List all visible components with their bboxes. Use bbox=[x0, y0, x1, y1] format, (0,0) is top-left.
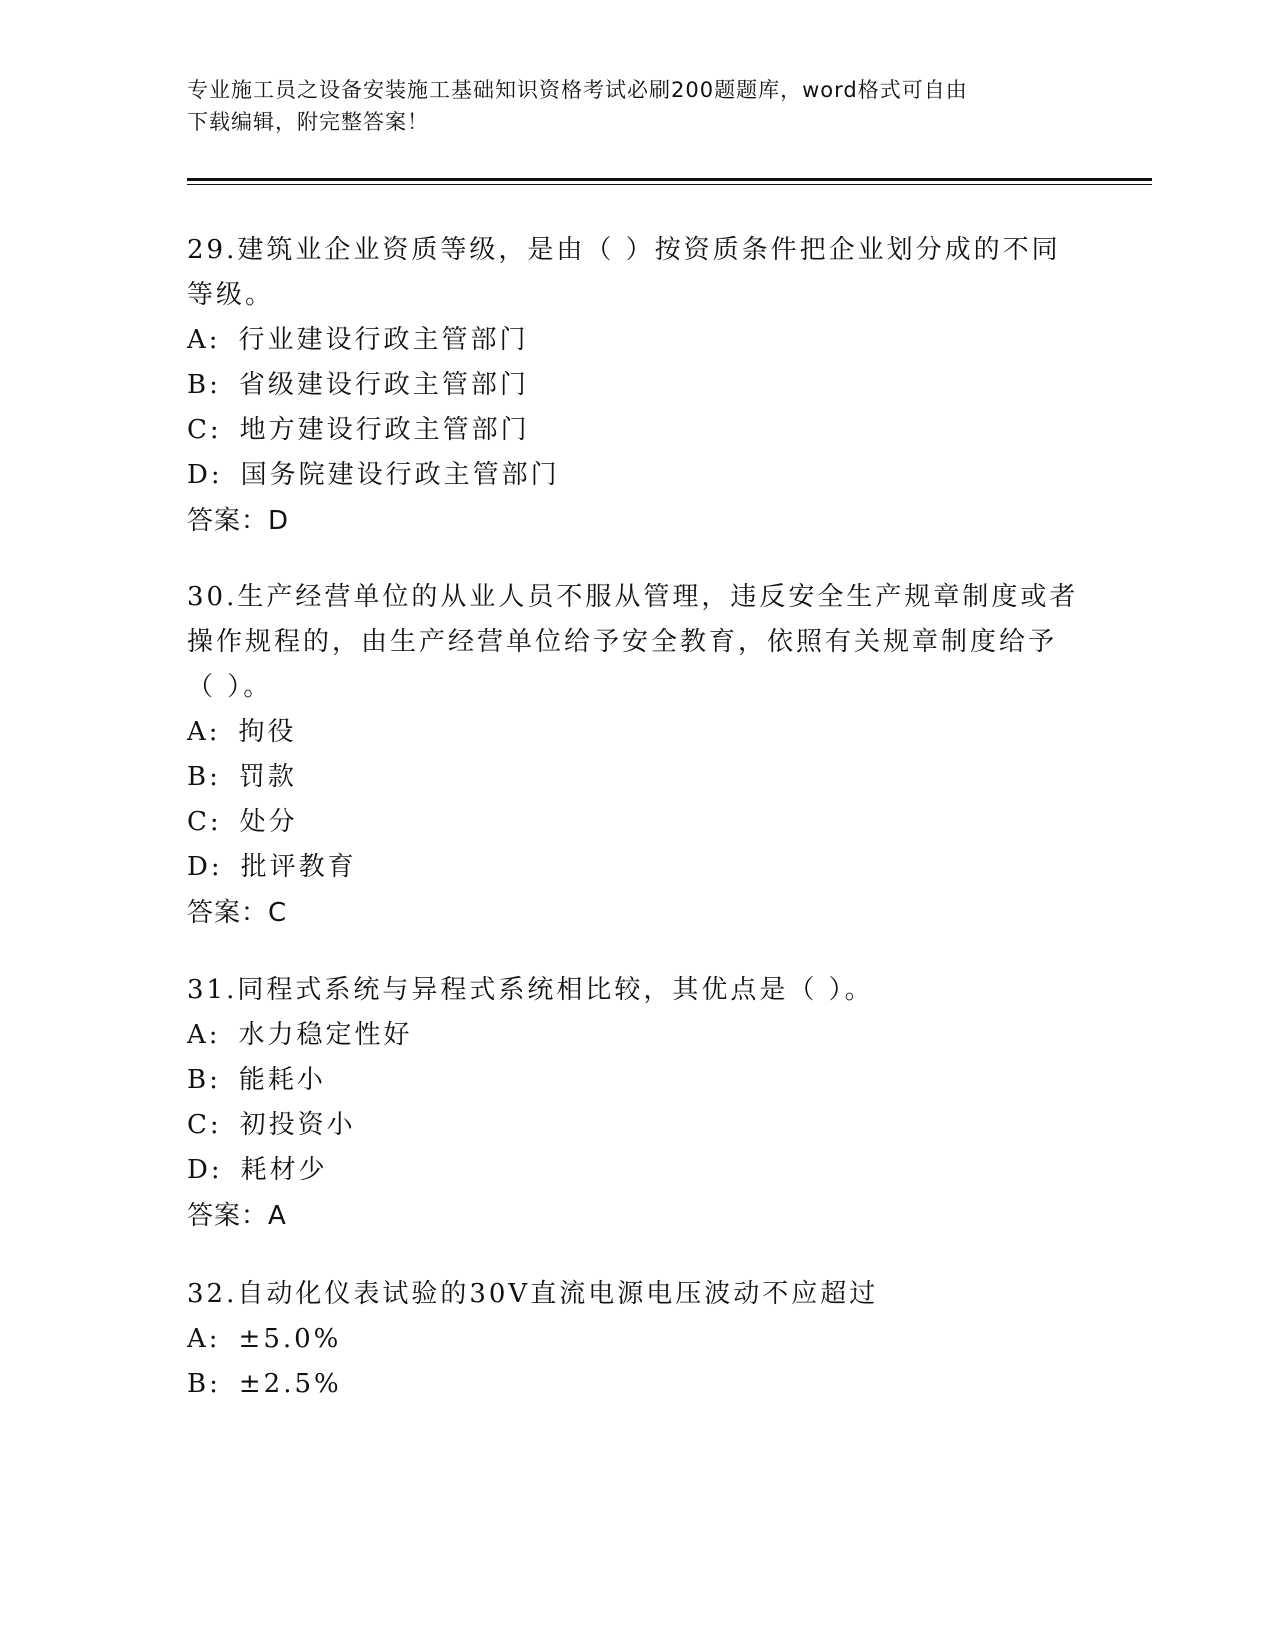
option-b bbox=[187, 1362, 1087, 1407]
option-text: ±5.0% bbox=[238, 1324, 342, 1354]
header-divider-thin bbox=[187, 184, 1152, 185]
question-stem-line: 等级。 bbox=[187, 280, 275, 310]
option-letter: A: bbox=[187, 325, 221, 355]
question-31 bbox=[187, 968, 1087, 1239]
document-header bbox=[187, 74, 1067, 138]
question-stem-line: 32.自动化仪表试验的30V直流电源电压波动不应超过 bbox=[187, 1279, 879, 1309]
option-letter: C: bbox=[187, 415, 222, 445]
question-stem-line: 31.同程式系统与异程式系统相比较，其优点是（ ）。 bbox=[187, 975, 874, 1005]
option-letter: C: bbox=[187, 1110, 222, 1140]
option-text: 国务院建设行政主管部门 bbox=[240, 460, 560, 490]
option-text: 处分 bbox=[239, 807, 298, 837]
option-b bbox=[187, 1058, 1087, 1103]
option-letter: D: bbox=[187, 460, 223, 490]
option-b bbox=[187, 363, 1087, 408]
question-stem-line: 操作规程的，由生产经营单位给予安全教育，依照有关规章制度给予 bbox=[187, 627, 1058, 657]
option-text: 水力稳定性好 bbox=[238, 1020, 413, 1050]
header-line-2: 下载编辑，附完整答案！ bbox=[187, 110, 429, 134]
answer-line: 答案：A bbox=[187, 1201, 287, 1231]
option-text: 批评教育 bbox=[240, 852, 357, 882]
option-letter: A: bbox=[187, 717, 221, 747]
option-text: 能耗小 bbox=[238, 1065, 326, 1095]
option-text: 初投资小 bbox=[239, 1110, 356, 1140]
option-letter: A: bbox=[187, 1324, 221, 1354]
option-c bbox=[187, 408, 1087, 453]
question-32 bbox=[187, 1272, 1087, 1407]
option-letter: B: bbox=[187, 370, 221, 400]
option-a bbox=[187, 1013, 1087, 1058]
option-letter: D: bbox=[187, 1155, 223, 1185]
option-text: 地方建设行政主管部门 bbox=[239, 415, 530, 445]
question-29 bbox=[187, 228, 1087, 544]
header-line-1: 专业施工员之设备安装施工基础知识资格考试必刷200题题库，word格式可自由 bbox=[187, 78, 968, 102]
option-text: ±2.5% bbox=[238, 1369, 342, 1399]
question-stem-line: 29.建筑业企业资质等级，是由（ ）按资质条件把企业划分成的不同 bbox=[187, 235, 1061, 265]
option-letter: A: bbox=[187, 1020, 221, 1050]
option-text: 省级建设行政主管部门 bbox=[238, 370, 529, 400]
header-divider-thick bbox=[187, 178, 1152, 181]
question-stem-line: （ ）。 bbox=[187, 672, 273, 702]
option-letter: B: bbox=[187, 762, 221, 792]
option-letter: C: bbox=[187, 807, 222, 837]
answer-line: 答案：C bbox=[187, 898, 288, 928]
option-letter: D: bbox=[187, 852, 223, 882]
option-letter: B: bbox=[187, 1369, 221, 1399]
option-c bbox=[187, 800, 1087, 845]
option-b bbox=[187, 755, 1087, 800]
option-text: 罚款 bbox=[238, 762, 297, 792]
option-d bbox=[187, 453, 1087, 498]
option-c bbox=[187, 1103, 1087, 1148]
option-d bbox=[187, 845, 1087, 890]
answer-line: 答案：D bbox=[187, 506, 290, 536]
question-stem-line: 30.生产经营单位的从业人员不服从管理，违反安全生产规章制度或者 bbox=[187, 582, 1079, 612]
option-letter: B: bbox=[187, 1065, 221, 1095]
option-text: 耗材少 bbox=[240, 1155, 328, 1185]
option-d bbox=[187, 1148, 1087, 1193]
option-a bbox=[187, 1317, 1087, 1362]
option-a bbox=[187, 710, 1087, 755]
option-text: 拘役 bbox=[238, 717, 297, 747]
question-30 bbox=[187, 575, 1087, 936]
option-a bbox=[187, 318, 1087, 363]
option-text: 行业建设行政主管部门 bbox=[238, 325, 529, 355]
